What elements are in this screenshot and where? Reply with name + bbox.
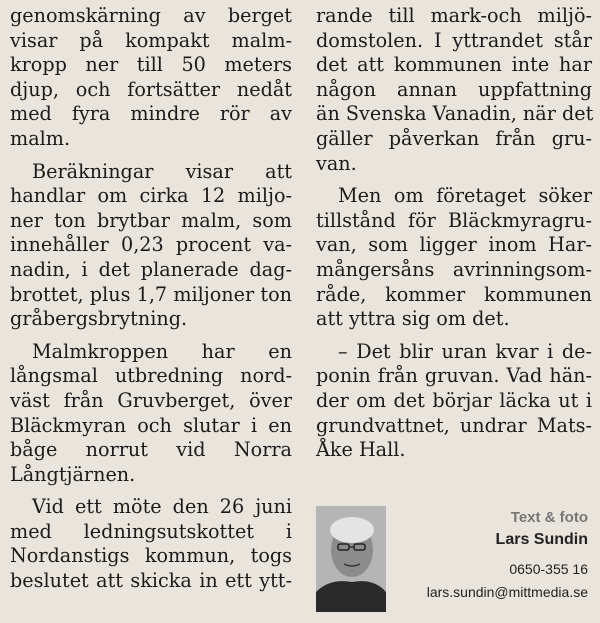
article-text-line: med fyra mindre rör av [10,102,292,126]
author-phone: 0650-355 16 [509,561,588,577]
article-text-line: malm. [10,126,71,150]
article-text-line: Åke Hall. [316,438,406,462]
article-text-line: beslutet att skicka in ett ytt- [10,569,292,593]
paragraph-break [316,176,592,184]
article-column-right [316,4,592,463]
paragraph-break [10,487,292,495]
article-text-line: Vid ett möte den 26 juni [32,495,292,519]
article-text-line: nadin, i det planerade dag- [10,257,292,281]
article-text-line: tillstånd för Bläckmyragru- [316,208,592,232]
author-byline [316,506,594,614]
article-column-left [10,4,292,594]
article-text-line: båge norrut vid Norra [10,438,292,462]
article-text-line: brottet, plus 1,7 miljoner ton [10,282,292,306]
article-text-line: det att kommunen inte har [316,53,592,77]
article-text-line: gråbergsbrytning. [10,307,188,331]
article-text-line: Långtjärnen. [10,462,136,486]
article-text-line: Men om företaget söker [338,184,592,208]
article-text-line: väst från Gruvberget, över [10,388,292,412]
paragraph-break [316,332,592,340]
article-text-line: med ledningsutskottet i [10,519,292,543]
author-portrait-image [316,506,386,612]
author-name: Lars Sundin [495,531,588,548]
article-text-line: Beräkningar visar att [32,159,292,183]
author-email: lars.sundin@mittmedia.se [426,584,588,600]
article-text-line: råde, kommer kommunen [316,282,592,306]
article-text-line: innehåller 0,23 procent va- [10,233,292,257]
article-text-line: domstolen. I yttrandet står [316,28,592,52]
article-text-line: van, som ligger inom Har- [316,233,592,257]
article-text-line: der om det börjar läcka ut i [316,388,592,412]
article-text-line: handlar om cirka 12 miljo- [10,184,292,208]
article-text-line: ner ton brytbar malm, som [10,208,292,232]
article-text-line: än Svenska Vanadin, när det [316,102,594,126]
article-text-line: visar på kompakt malm- [10,28,292,52]
article-text-line: – Det blir uran kvar i de- [338,339,592,363]
article-text-line: genomskärning av berget [10,4,292,27]
article-text-line: van. [316,151,357,175]
article-text-line: rande till mark-och miljö- [316,4,592,27]
author-photo [316,506,386,612]
article-text-line: mångersåns avrinningsom- [316,257,592,281]
article-text-line: långsmal utbredning nord- [10,364,292,388]
article-text-line: att yttra sig om det. [316,307,510,331]
article-text-line: djup, och fortsätter nedåt [10,77,292,101]
article-text-line: ponin från gruvan. Vad hän- [316,364,592,388]
article-text-line: kropp ner till 50 meters [10,53,292,77]
article-text-line: Nordanstigs kommun, togs [10,544,292,568]
article-text-line: någon annan uppfattning [316,77,592,101]
byline-info [427,508,588,602]
photo-credit: Text & foto [510,509,588,526]
paragraph-break [10,332,292,340]
article-text-line: gäller påverkan från gru- [316,126,592,150]
paragraph-break [10,152,292,160]
article-text-line: Malmkroppen har en [32,339,292,363]
article-text-line: Bläckmyran och slutar i en [10,413,292,437]
article-text-line: grundvattnet, undrar Mats- [316,413,592,437]
